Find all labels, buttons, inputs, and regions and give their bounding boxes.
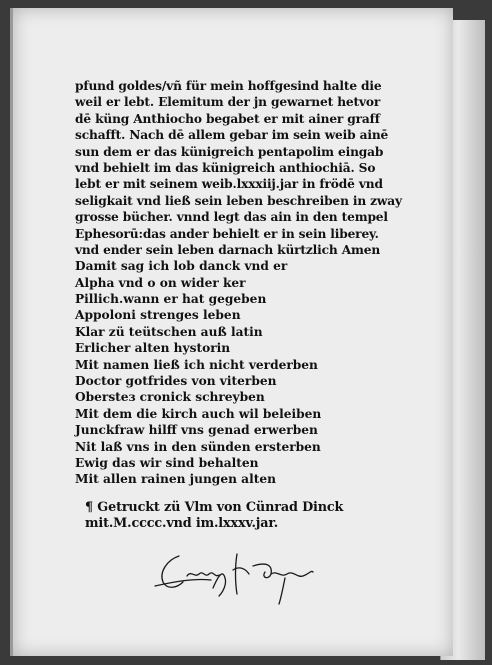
verse-line: Junckfraw hilff vns genad erwerben — [75, 423, 318, 438]
body-text — [75, 78, 402, 488]
colophon-line: ¶ Getruckt zü Vlm von Cünrad Dinck — [85, 500, 344, 515]
book-page — [10, 8, 453, 656]
text-line: dē küng Anthiocho begabet er mit ainer graff — [75, 111, 380, 126]
verse-line: Appoloni strenges leben — [75, 308, 241, 323]
verse-line: Damit sag ich lob danck vnd er — [75, 259, 288, 274]
text-line: pfund goldes/vñ für mein hoffgesind halte die — [75, 79, 382, 93]
colophon — [85, 500, 385, 532]
text-line: sun dem er das künigreich pentapolim eingab — [75, 144, 384, 159]
verse-line: Mit allen rainen jungen alten — [75, 472, 276, 487]
verse-line: Obersteɜ cronick schreyben — [75, 390, 265, 405]
verse-line: Ewig das wir sind behalten — [75, 455, 259, 470]
text-line: seligkait vnd ließ sein leben beschreiben in zway — [75, 193, 402, 208]
text-line: weil er lebt. Elemitum der jn gewarnet hetvor — [75, 95, 381, 110]
verse-line: Pillich.wann er hat gegeben — [75, 292, 267, 307]
text-line: grosse bücher. vnnd legt das ain in den tempel — [75, 210, 388, 225]
text-line: vnd ender sein leben darnach kürtzlich Amen — [75, 242, 381, 257]
verse-line: Doctor gotfrides von viterben — [75, 374, 277, 389]
text-line: Ephesorū:das ander behielt er in sein liberey. — [75, 226, 379, 241]
verse-line: Klar zü teütschen auß latin — [75, 324, 263, 339]
verse-line: Alpha vnd o on wider ker — [75, 275, 246, 290]
text-line: schafft. Nach dē allem gebar im sein weib ainē — [75, 128, 389, 143]
text-line: lebt er mit seinem weib.lxxxiij.jar in frödē vnd — [75, 177, 383, 192]
verse-line: Mit namen ließ ich nicht verderben — [75, 357, 318, 372]
colophon-line: mit.M.cccc.vnd im.lxxxv.jar. — [85, 516, 279, 531]
verse-line: Erlicher alten hystorin — [75, 341, 231, 356]
verse-line: Nit laß vns in den sünden ersterben — [75, 439, 321, 454]
verse-line: Mit dem die kirch auch wil beleiben — [75, 406, 322, 421]
text-line: vnd behielt im das künigreich anthiochiā. So — [75, 160, 376, 175]
handwritten-signature — [153, 548, 323, 608]
